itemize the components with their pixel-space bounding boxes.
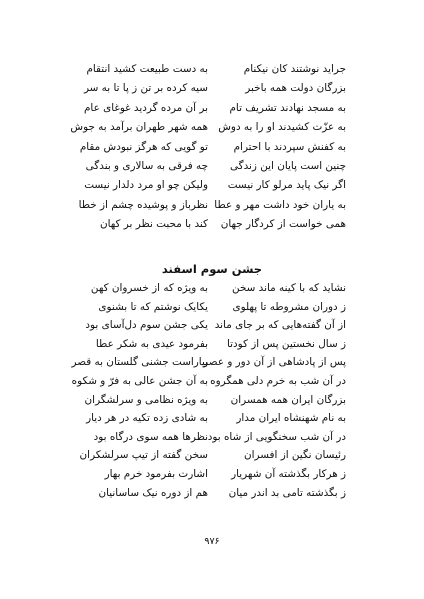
verse-right-hemistich: ز سال نخستین پس از کودتا bbox=[226, 337, 346, 350]
verse-right-hemistich: در آن شب به خرم دلی همگروه bbox=[210, 374, 346, 387]
verse-right-hemistich: به عزّت کشیدند او را به دوش bbox=[218, 121, 346, 134]
poem-stanza-2 bbox=[0, 279, 424, 502]
verse-line bbox=[0, 446, 424, 465]
page-number: ۹۷۶ bbox=[204, 536, 220, 547]
verse-right-hemistich: جراید نوشتند کان نیکنام bbox=[243, 63, 346, 75]
verse-right-hemistich: چنین است پایان این زندگی bbox=[229, 159, 346, 172]
verse-left-hemistich: یکایک نوشتم که تا بشنوی bbox=[98, 300, 208, 313]
verse-line bbox=[0, 279, 424, 298]
verse-right-hemistich: به مسجد نهادند تشریف تام bbox=[229, 101, 346, 114]
verse-right-hemistich: به کفنش سپردند با احترام bbox=[233, 140, 346, 153]
verse-left-hemistich: ولیکن چو او مرد دلدار نیست bbox=[84, 179, 208, 192]
verse-line bbox=[0, 372, 424, 391]
verse-line bbox=[0, 60, 424, 79]
verse-right-hemistich: بزرگان ایران همه همسران bbox=[230, 393, 346, 406]
verse-left-hemistich: به ویژه که از خسروان کهن bbox=[90, 282, 208, 294]
verse-right-hemistich: به نام شهنشاه ایران مدار bbox=[236, 412, 346, 425]
verse-line bbox=[0, 215, 424, 234]
verse-left-hemistich: نظرها همه سوی درگاه بود bbox=[93, 430, 208, 443]
verse-left-hemistich: تو گویی که هرگز نبودش مقام bbox=[79, 140, 208, 153]
verse-right-hemistich: بزرگان دولت همه باخبر bbox=[245, 82, 346, 95]
verse-line bbox=[0, 335, 424, 354]
verse-left-hemistich: نظرباز و پوشیده چشم از خطا bbox=[78, 198, 208, 211]
verse-line bbox=[0, 79, 424, 98]
verse-line bbox=[0, 99, 424, 118]
verse-left-hemistich: به شادی زده تکیه در هر دیار bbox=[86, 412, 208, 425]
verse-line bbox=[0, 428, 424, 447]
verse-left-hemistich: سیه کرده بر تن ز پا تا به سر bbox=[83, 82, 208, 95]
verse-right-hemistich: همی خواست از کردگار جهان bbox=[220, 218, 346, 231]
verse-left-hemistich: اشارت بفرمود خرم بهار bbox=[104, 467, 208, 480]
verse-left-hemistich: بفرمود عیدی به شکر عطا bbox=[95, 337, 208, 350]
verse-line bbox=[0, 484, 424, 503]
verse-right-hemistich: پس از پادشاهی از آن دور و عصر bbox=[203, 356, 346, 369]
verse-line bbox=[0, 157, 424, 176]
verse-line bbox=[0, 176, 424, 195]
verse-left-hemistich: به دست طبیعت کشید انتقام bbox=[86, 63, 208, 75]
poem-stanza-1 bbox=[0, 60, 424, 235]
verse-left-hemistich: چه فرقی به سالاری و بندگی bbox=[85, 159, 208, 172]
verse-right-hemistich: ز بگذشته تامی بد اندر میان bbox=[228, 486, 346, 499]
verse-line bbox=[0, 353, 424, 372]
verse-right-hemistich: ز دوران مشروطه تا پهلوی bbox=[232, 300, 346, 313]
verse-right-hemistich: اگر نیک پاید مرلو کار نیست bbox=[227, 179, 346, 192]
verse-line bbox=[0, 465, 424, 484]
verse-line bbox=[0, 316, 424, 335]
verse-right-hemistich: از آن گفته‌هایی که بر جای ماند bbox=[214, 319, 346, 332]
verse-left-hemistich: به ویژه نظامی و سرلشگران bbox=[84, 393, 208, 406]
verse-left-hemistich: هم از دوره نیک ساسانیان bbox=[98, 486, 208, 499]
verse-left-hemistich: همه شهر طهران برآمد به جوش bbox=[70, 121, 208, 134]
verse-left-hemistich: بر آن مرده گردید غوغای عام bbox=[83, 101, 208, 114]
verse-left-hemistich: بیاراست جشنی گلستان به قصر bbox=[71, 356, 208, 369]
verse-line bbox=[0, 138, 424, 157]
verse-left-hemistich: یکی جشن سوم دل‌آسای بود bbox=[85, 319, 208, 332]
verse-right-hemistich: در آن شب سخنگویی از شاه بود bbox=[207, 430, 346, 443]
verse-right-hemistich: ز هرکار بگذشته آن شهریار bbox=[231, 467, 346, 480]
verse-line bbox=[0, 196, 424, 215]
verse-left-hemistich: کند با محبت نظر بر کهان bbox=[99, 218, 208, 231]
verse-line bbox=[0, 298, 424, 317]
verse-right-hemistich: نشاید که با کینه ماند سخن bbox=[232, 282, 346, 294]
verse-left-hemistich: به آن جشن عالی به فرّ و شکوه bbox=[71, 374, 208, 387]
verse-left-hemistich: سخن گفته از تیپ سرلشکران bbox=[79, 449, 208, 462]
section-heading: جشن سوم اسفند bbox=[161, 262, 263, 276]
verse-right-hemistich: به یاران خود داشت مهر و عطا bbox=[214, 198, 346, 211]
verse-line bbox=[0, 391, 424, 410]
verse-line bbox=[0, 118, 424, 137]
verse-line bbox=[0, 409, 424, 428]
verse-right-hemistich: رئیسان نگین از افسران bbox=[244, 449, 346, 462]
